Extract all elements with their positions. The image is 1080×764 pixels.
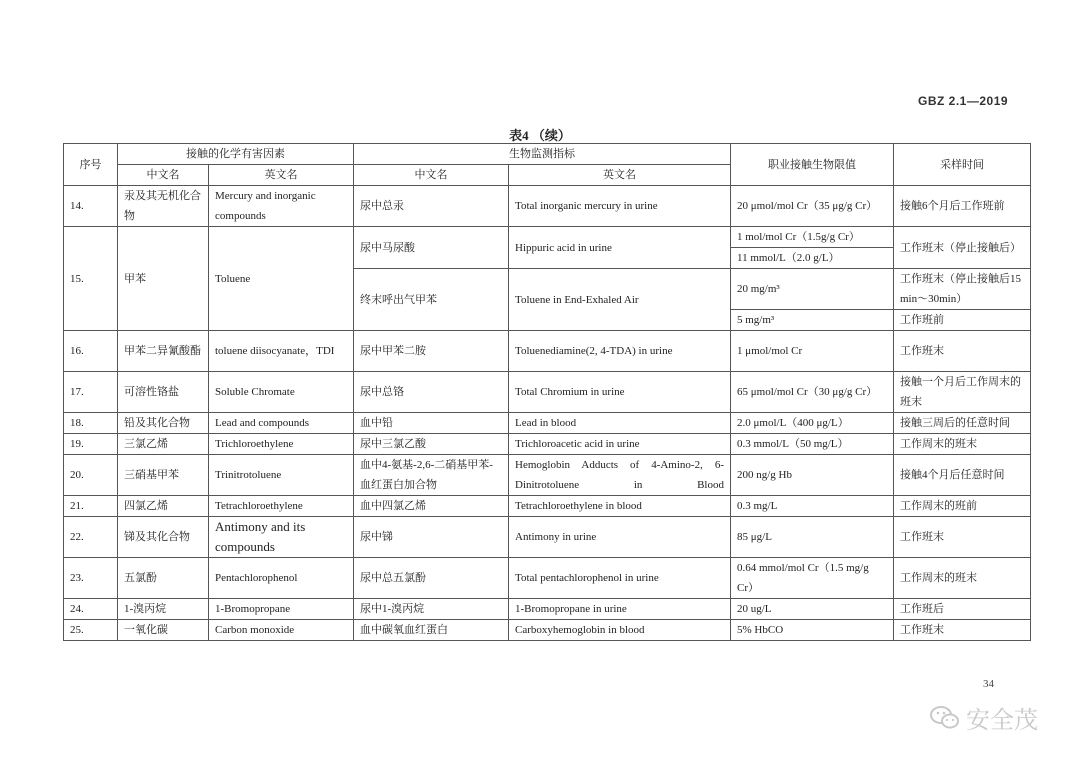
cell-en: Carbon monoxide bbox=[209, 620, 354, 641]
cell-limit: 5 mg/m³ bbox=[731, 310, 894, 331]
cell-cn: 四氯乙烯 bbox=[118, 496, 209, 517]
cell-time: 工作班末 bbox=[894, 331, 1031, 372]
cell-time: 工作班末 bbox=[894, 517, 1031, 558]
cell-bio-cn: 尿中甲苯二胺 bbox=[354, 331, 509, 372]
cell-time: 工作周末的班末 bbox=[894, 434, 1031, 455]
table-row bbox=[64, 227, 1031, 248]
cell-no: 17. bbox=[64, 372, 118, 413]
cell-bio-cn: 血中铅 bbox=[354, 413, 509, 434]
table-row bbox=[64, 331, 1031, 372]
cell-limit: 11 mmol/L（2.0 g/L） bbox=[731, 248, 894, 269]
cell-bio-en: Lead in blood bbox=[509, 413, 731, 434]
cell-limit: 2.0 μmol/L（400 μg/L） bbox=[731, 413, 894, 434]
table-row bbox=[64, 517, 1031, 558]
cell-en: Trichloroethylene bbox=[209, 434, 354, 455]
cell-time: 接触三周后的任意时间 bbox=[894, 413, 1031, 434]
col-header-chem: 接触的化学有害因素 bbox=[118, 144, 354, 165]
col-header-bio: 生物监测指标 bbox=[354, 144, 731, 165]
cell-en: Pentachlorophenol bbox=[209, 558, 354, 599]
cell-time: 工作班末（停止接触后） bbox=[894, 227, 1031, 269]
cell-cn: 一氧化碳 bbox=[118, 620, 209, 641]
cell-limit: 0.3 mg/L bbox=[731, 496, 894, 517]
cell-en: Lead and compounds bbox=[209, 413, 354, 434]
col-header-bio-cn: 中文名 bbox=[354, 165, 509, 186]
cell-time: 工作班末（停止接触后15 min～30min） bbox=[894, 269, 1031, 310]
cell-cn: 1-溴丙烷 bbox=[118, 599, 209, 620]
cell-time: 工作班前 bbox=[894, 310, 1031, 331]
header-row bbox=[64, 144, 1031, 165]
cell-time: 接触一个月后工作周末的班末 bbox=[894, 372, 1031, 413]
cell-no: 14. bbox=[64, 186, 118, 227]
cell-en: Soluble Chromate bbox=[209, 372, 354, 413]
cell-bio-cn: 血中碳氧血红蛋白 bbox=[354, 620, 509, 641]
cell-bio-en: Total inorganic mercury in urine bbox=[509, 186, 731, 227]
cell-bio-en: Toluene in End-Exhaled Air bbox=[509, 269, 731, 331]
cell-time: 工作班末 bbox=[894, 620, 1031, 641]
cell-bio-en: Hippuric acid in urine bbox=[509, 227, 731, 269]
cell-bio-cn: 尿中总铬 bbox=[354, 372, 509, 413]
table-row bbox=[64, 558, 1031, 599]
table-row bbox=[64, 496, 1031, 517]
cell-time: 接触4个月后任意时间 bbox=[894, 455, 1031, 496]
table-caption: 表4 （续） bbox=[509, 128, 571, 143]
cell-time: 工作班后 bbox=[894, 599, 1031, 620]
cell-limit: 85 μg/L bbox=[731, 517, 894, 558]
cell-no: 19. bbox=[64, 434, 118, 455]
cell-no: 15. bbox=[64, 227, 118, 331]
cell-bio-en: Total Chromium in urine bbox=[509, 372, 731, 413]
cell-en: Antimony and its compounds bbox=[209, 517, 354, 558]
cell-bio-cn: 尿中三氯乙酸 bbox=[354, 434, 509, 455]
cell-cn: 锑及其化合物 bbox=[118, 517, 209, 558]
cell-bio-en: 1-Bromopropane in urine bbox=[509, 599, 731, 620]
standard-number: GBZ 2.1—2019 bbox=[918, 94, 1009, 108]
cell-bio-cn: 尿中总五氯酚 bbox=[354, 558, 509, 599]
cell-bio-cn: 尿中锑 bbox=[354, 517, 509, 558]
cell-en: toluene diisocyanate，TDI bbox=[209, 331, 354, 372]
wechat-icon bbox=[930, 705, 960, 731]
cell-limit: 1 μmol/mol Cr bbox=[731, 331, 894, 372]
cell-bio-en: Carboxyhemoglobin in blood bbox=[509, 620, 731, 641]
cell-cn: 三硝基甲苯 bbox=[118, 455, 209, 496]
cell-no: 22. bbox=[64, 517, 118, 558]
cell-bio-cn: 终末呼出气甲苯 bbox=[354, 269, 509, 331]
cell-en: Mercury and inorganic compounds bbox=[209, 186, 354, 227]
table-row bbox=[64, 599, 1031, 620]
cell-time: 接触6个月后工作班前 bbox=[894, 186, 1031, 227]
cell-cn: 甲苯二异氰酸酯 bbox=[118, 331, 209, 372]
table-row bbox=[64, 372, 1031, 413]
watermark-text: 安全茂 bbox=[966, 706, 1038, 734]
page-number: 34 bbox=[983, 678, 994, 690]
cell-no: 21. bbox=[64, 496, 118, 517]
cell-bio-cn: 尿中总汞 bbox=[354, 186, 509, 227]
cell-bio-en: Toluenediamine(2, 4-TDA) in urine bbox=[509, 331, 731, 372]
table-row bbox=[64, 413, 1031, 434]
cell-bio-cn: 尿中1-溴丙烷 bbox=[354, 599, 509, 620]
cell-limit: 0.3 mmol/L（50 mg/L） bbox=[731, 434, 894, 455]
col-header-bio-en: 英文名 bbox=[509, 165, 731, 186]
cell-limit: 0.64 mmol/mol Cr（1.5 mg/g Cr） bbox=[731, 558, 894, 599]
cell-bio-en: Trichloroacetic acid in urine bbox=[509, 434, 731, 455]
cell-bio-cn: 血中四氯乙烯 bbox=[354, 496, 509, 517]
cell-bio-en: Antimony in urine bbox=[509, 517, 731, 558]
cell-bio-en: Tetrachloroethylene in blood bbox=[509, 496, 731, 517]
cell-limit: 200 ng/g Hb bbox=[731, 455, 894, 496]
cell-no: 18. bbox=[64, 413, 118, 434]
cell-time: 工作周末的班末 bbox=[894, 558, 1031, 599]
cell-limit: 5% HbCO bbox=[731, 620, 894, 641]
cell-en: Toluene bbox=[209, 227, 354, 331]
cell-cn: 可溶性铬盐 bbox=[118, 372, 209, 413]
cell-cn: 五氯酚 bbox=[118, 558, 209, 599]
cell-time: 工作周末的班前 bbox=[894, 496, 1031, 517]
cell-no: 20. bbox=[64, 455, 118, 496]
cell-bio-cn: 血中4-氨基-2,6-二硝基甲苯-血红蛋白加合物 bbox=[354, 455, 509, 496]
table-row bbox=[64, 434, 1031, 455]
col-header-en: 英文名 bbox=[209, 165, 354, 186]
biomonitoring-table bbox=[63, 143, 1031, 641]
cell-limit: 65 μmol/mol Cr（30 μg/g Cr） bbox=[731, 372, 894, 413]
cell-no: 16. bbox=[64, 331, 118, 372]
cell-bio-cn: 尿中马尿酸 bbox=[354, 227, 509, 269]
cell-limit: 20 μmol/mol Cr（35 μg/g Cr） bbox=[731, 186, 894, 227]
cell-en: Tetrachloroethylene bbox=[209, 496, 354, 517]
col-header-no: 序号 bbox=[64, 144, 118, 186]
col-header-cn: 中文名 bbox=[118, 165, 209, 186]
cell-en: 1-Bromopropane bbox=[209, 599, 354, 620]
cell-cn: 三氯乙烯 bbox=[118, 434, 209, 455]
cell-cn: 甲苯 bbox=[118, 227, 209, 331]
cell-no: 24. bbox=[64, 599, 118, 620]
cell-bio-en: Hemoglobin Adducts of 4-Amino-2, 6-Dinitrotoluene in Blood bbox=[509, 455, 731, 496]
table-row bbox=[64, 186, 1031, 227]
watermark bbox=[930, 700, 1038, 735]
cell-no: 25. bbox=[64, 620, 118, 641]
col-header-time: 采样时间 bbox=[894, 144, 1031, 186]
table-row bbox=[64, 455, 1031, 496]
cell-cn: 汞及其无机化合物 bbox=[118, 186, 209, 227]
cell-en: Trinitrotoluene bbox=[209, 455, 354, 496]
cell-bio-en: Total pentachlorophenol in urine bbox=[509, 558, 731, 599]
cell-limit: 20 ug/L bbox=[731, 599, 894, 620]
col-header-limit: 职业接触生物限值 bbox=[731, 144, 894, 186]
cell-cn: 铅及其化合物 bbox=[118, 413, 209, 434]
cell-limit: 1 mol/mol Cr（1.5g/g Cr） bbox=[731, 227, 894, 248]
cell-no: 23. bbox=[64, 558, 118, 599]
table-row bbox=[64, 620, 1031, 641]
cell-limit: 20 mg/m³ bbox=[731, 269, 894, 310]
